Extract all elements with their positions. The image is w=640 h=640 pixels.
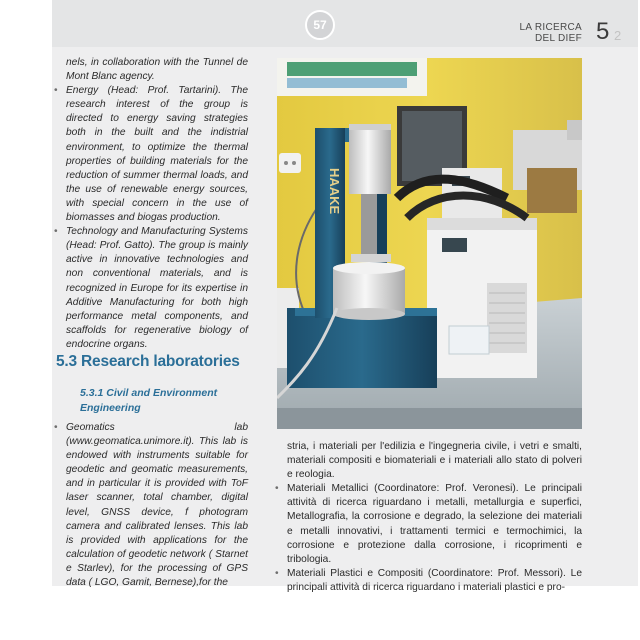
haake-label: HAAKE bbox=[327, 168, 342, 215]
intro-paragraph: nels, in collaboration with the Tunnel de Mont Blanc agency. bbox=[66, 57, 248, 83]
geomatics-column bbox=[56, 421, 248, 590]
subsection-heading: 5.3.1 Civil and Environment Engineering bbox=[80, 387, 218, 414]
metalli-bullet: • Materiali Metallici (Coordinatore: Prof. Veronesi). Le principali attività di ricerca riguardano i metalli, metallurgia e superfici, Metallografia, la corrosione e degrado, la selezione dei materiali e metalli innovativi, i trattamenti termici e termochimici, la corrosione e protezione dalla corrosione, i ricoprimenti e tribologia. bbox=[277, 482, 582, 567]
chapter-number: 5 bbox=[596, 18, 610, 45]
right-column bbox=[277, 440, 582, 595]
technology-bullet: • Technology and Manufacturing Systems (Head: Prof. Gatto). The group is mainly active in innovative technologies and non conventional materials, and is recognized in Europe for its expertise in Additive Manufacturing for both high performance metal components, and scaffolds for regenerative biology of endocrine organs. bbox=[56, 225, 248, 352]
lab-photo bbox=[277, 58, 582, 429]
section-heading: 5.3 Research laboratories bbox=[56, 353, 240, 370]
section-title-line1: LA RICERCA bbox=[519, 22, 582, 33]
section-title-line2: DEL DIEF bbox=[534, 33, 582, 44]
energy-bullet: • Energy (Head: Prof. Tartarini). The research interest of the group is directed to energy saving strategies both in the built and the indistrial environment, to optimize the thermal properties of building materials for the reduction of summer thermal loads, and the use of renewable energy sources, with special concern in the use of biomasses and biogas production. bbox=[56, 84, 248, 225]
chapter-page: 2 bbox=[614, 28, 622, 43]
left-column bbox=[56, 56, 248, 352]
section-title bbox=[462, 22, 582, 44]
plastici-bullet: • Materiali Plastici e Compositi (Coordinatore: Prof. Messori). Le principali attività di ricerca riguardano i materiali plastici e pro- bbox=[277, 567, 582, 595]
geomatics-bullet: • Geomatics lab (www.geomatica.unimore.it). This lab is endowed with instruments suitable for geodetic and geomatic measurements, and in particular it is provided with ToF laser scanner, total chamber, digital level, GNSS device, f photogram camera and calibrated lenses. This lab is provided with applications for the calculation of geodetic network ( Starnet e Starlev), for the processing of GPS data ( LGO, Gamit, Bernese),for the bbox=[56, 421, 248, 590]
continued-paragraph: stria, i materiali per l'edilizia e l'ingegneria civile, i vetri e smalti, materiali compositi e biomateriali e i materiali allo stato di polveri e reologia. bbox=[287, 441, 582, 481]
page-number-badge: 57 bbox=[305, 10, 335, 40]
